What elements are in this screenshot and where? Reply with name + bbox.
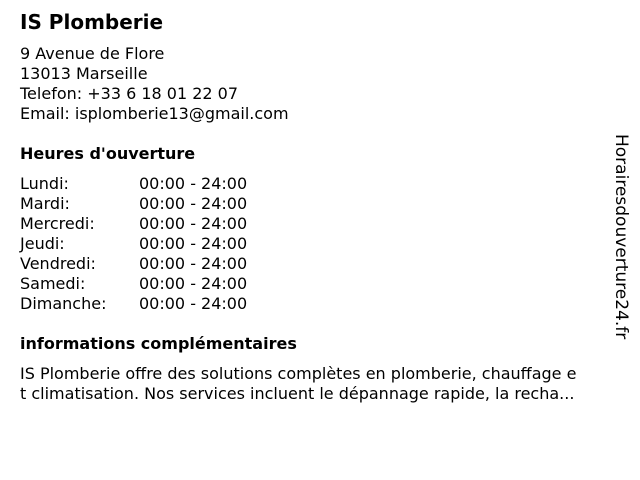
email-address[interactable]: Email: isplomberie13@gmail.com <box>20 104 289 123</box>
hours-row-saturday <box>20 274 247 294</box>
hours-row-thursday <box>20 234 247 254</box>
opening-hours-heading: Heures d'ouverture <box>20 144 196 163</box>
opening-hours-list <box>20 174 247 314</box>
hours-day-label: Mardi: <box>20 194 70 213</box>
hours-row-tuesday <box>20 194 247 214</box>
additional-info-heading: informations complémentaires <box>20 334 297 353</box>
address-line-city: 13013 Marseille <box>20 64 148 83</box>
business-description: IS Plomberie offre des solutions complètes en plomberie, chauffage e t climatisation. Nos services incluent le dépannage rapide, la recha... <box>20 364 577 403</box>
hours-time-value: 00:00 - 24:00 <box>139 294 248 313</box>
business-name: IS Plomberie <box>20 10 164 34</box>
hours-time-value: 00:00 - 24:00 <box>139 254 248 273</box>
address-line-street: 9 Avenue de Flore <box>20 44 165 63</box>
hours-time-value: 00:00 - 24:00 <box>139 174 248 193</box>
hours-day-label: Jeudi: <box>20 234 65 253</box>
hours-row-friday <box>20 254 247 274</box>
contact-block <box>20 44 289 124</box>
phone-number[interactable]: Telefon: +33 6 18 01 22 07 <box>20 84 239 103</box>
site-watermark-text: Horairesdouverture24.fr <box>611 134 631 340</box>
hours-day-label: Dimanche: <box>20 294 107 313</box>
hours-time-value: 00:00 - 24:00 <box>139 274 248 293</box>
hours-row-wednesday <box>20 214 247 234</box>
hours-day-label: Vendredi: <box>20 254 96 273</box>
site-watermark <box>610 134 634 346</box>
hours-day-label: Lundi: <box>20 174 69 193</box>
hours-time-value: 00:00 - 24:00 <box>139 234 248 253</box>
hours-day-label: Mercredi: <box>20 214 95 233</box>
hours-time-value: 00:00 - 24:00 <box>139 214 248 233</box>
hours-day-label: Samedi: <box>20 274 86 293</box>
hours-row-sunday <box>20 294 247 314</box>
hours-time-value: 00:00 - 24:00 <box>139 194 248 213</box>
hours-row-monday <box>20 174 247 194</box>
